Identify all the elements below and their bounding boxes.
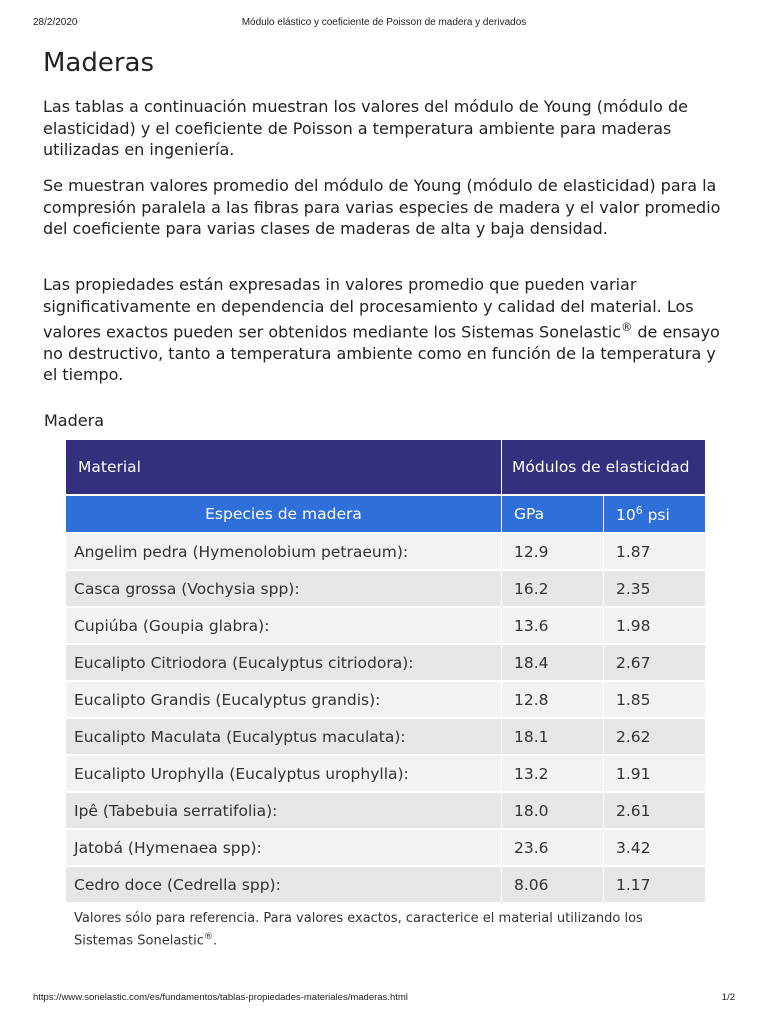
- psi-base: 10: [616, 506, 636, 525]
- table-row: [66, 607, 705, 644]
- print-date: 28/2/2020: [33, 17, 78, 28]
- table-row: [66, 570, 705, 607]
- cell-gpa: 18.0: [502, 792, 604, 829]
- cell-gpa: 13.2: [502, 755, 604, 792]
- subheader-psi: [604, 495, 706, 533]
- psi-exponent: 6: [635, 503, 643, 517]
- table-row: [66, 681, 705, 718]
- intro-paragraph: Las tablas a continuación muestran los valores del módulo de Young (módulo de elasticidad) y el coeficiente de Poisson a temperatura ambiente para maderas utilizadas en ingeniería.: [43, 97, 688, 159]
- cell-material: Angelim pedra (Hymenolobium petraeum):: [66, 533, 502, 570]
- header-moduli: Módulos de elasticidad: [502, 440, 706, 495]
- table-body: [66, 533, 705, 902]
- page-title: Maderas: [43, 48, 155, 78]
- table-row: [66, 718, 705, 755]
- cell-psi: 2.61: [604, 792, 706, 829]
- table-subheader-row: [66, 495, 705, 533]
- cell-psi: 1.98: [604, 607, 706, 644]
- subheader-species: Especies de madera: [66, 495, 502, 533]
- cell-gpa: 12.9: [502, 533, 604, 570]
- print-document-title: Módulo elástico y coeficiente de Poisson de madera y derivados: [241, 17, 527, 28]
- properties-text-end: de ensayo no destructivo, tanto a temperatura ambiente como en función de la temperatura y el tiempo.: [43, 322, 720, 385]
- registered-mark: ®: [621, 321, 633, 334]
- header-material: Material: [66, 440, 502, 495]
- wood-moduli-table: [66, 440, 705, 902]
- cell-material: Cedro doce (Cedrella spp):: [66, 866, 502, 902]
- print-url: https://www.sonelastic.com/es/fundamentos/tablas-propiedades-materiales/maderas.html: [33, 992, 408, 1003]
- table-row: [66, 644, 705, 681]
- properties-paragraph: [43, 274, 733, 386]
- table-row: [66, 755, 705, 792]
- cell-psi: 3.42: [604, 829, 706, 866]
- cell-psi: 1.87: [604, 533, 706, 570]
- properties-text-start: Las propiedades están expresadas in valores promedio que pueden variar significativamente en dependencia del procesamiento y calidad del material. Los valores exactos pueden ser obtenidos mediante los Sistemas Sonelastic: [43, 275, 694, 342]
- cell-psi: 2.67: [604, 644, 706, 681]
- cell-gpa: 18.1: [502, 718, 604, 755]
- cell-gpa: 16.2: [502, 570, 604, 607]
- cell-gpa: 8.06: [502, 866, 604, 902]
- subheader-gpa: GPa: [502, 495, 604, 533]
- table-row: [66, 866, 705, 902]
- table-row: [66, 829, 705, 866]
- print-header: [0, 17, 768, 33]
- cell-psi: 1.85: [604, 681, 706, 718]
- cell-gpa: 18.4: [502, 644, 604, 681]
- cell-psi: 2.35: [604, 570, 706, 607]
- cell-material: Jatobá (Hymenaea spp):: [66, 829, 502, 866]
- cell-gpa: 13.6: [502, 607, 604, 644]
- psi-unit: psi: [642, 506, 670, 525]
- cell-material: Casca grossa (Vochysia spp):: [66, 570, 502, 607]
- table-header-row: [66, 440, 705, 495]
- footnote-registered-mark: ®: [203, 932, 214, 942]
- footnote-end: .: [213, 933, 218, 949]
- description-paragraph: Se muestran valores promedio del módulo de Young (módulo de elasticidad) para la compresión paralela a las fibras para varias especies de madera y el valor promedio del coeficiente para varias clases de maderas de alta y baja densidad.: [43, 176, 721, 238]
- cell-psi: 1.91: [604, 755, 706, 792]
- cell-gpa: 23.6: [502, 829, 604, 866]
- cell-material: Eucalipto Grandis (Eucalyptus grandis):: [66, 681, 502, 718]
- table-footnote: [66, 902, 705, 950]
- cell-psi: 1.17: [604, 866, 706, 902]
- cell-material: Eucalipto Citriodora (Eucalyptus citriodora):: [66, 644, 502, 681]
- footnote-text: Valores sólo para referencia. Para valores exactos, caracterice el material utilizando los Sistemas Sonelastic: [74, 911, 643, 949]
- print-page-number: 1/2: [721, 992, 735, 1003]
- cell-material: Eucalipto Maculata (Eucalyptus maculata):: [66, 718, 502, 755]
- table-row: [66, 533, 705, 570]
- wood-moduli-table-container: [66, 440, 705, 902]
- cell-material: Eucalipto Urophylla (Eucalyptus urophylla):: [66, 755, 502, 792]
- cell-gpa: 12.8: [502, 681, 604, 718]
- cell-material: Cupiúba (Goupia glabra):: [66, 607, 502, 644]
- cell-psi: 2.62: [604, 718, 706, 755]
- table-row: [66, 792, 705, 829]
- cell-material: Ipê (Tabebuia serratifolia):: [66, 792, 502, 829]
- table-caption: Madera: [44, 411, 104, 430]
